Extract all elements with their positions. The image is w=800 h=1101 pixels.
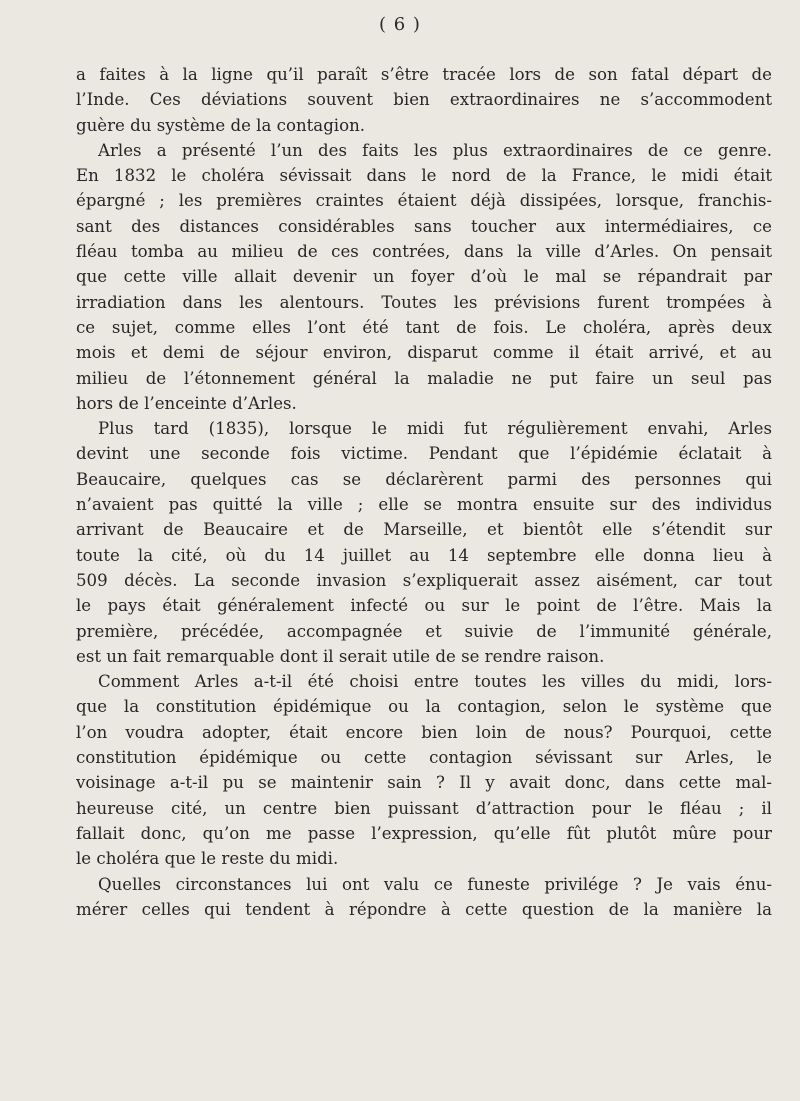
text-line: En 1832 le choléra sévissait dans le nord de la France, le midi était	[76, 166, 772, 186]
text-line: devint une seconde fois victime. Pendant que l’épidémie éclatait à	[76, 444, 772, 464]
text-line: arrivant de Beaucaire et de Marseille, et bientôt elle s’étendit sur	[76, 520, 772, 540]
text-line: sant des distances considérables sans toucher aux intermédiaires, ce	[76, 216, 772, 236]
page-number: ( 6 )	[379, 14, 421, 35]
text-line: Arles a présenté l’un des faits les plus extraordinaires de ce genre.	[98, 140, 772, 160]
text-line: guère du système de la contagion.	[76, 115, 366, 135]
text-line: toute la cité, où du 14 juillet au 14 septembre elle donna lieu à	[76, 545, 772, 565]
text-line: l’Inde. Ces déviations souvent bien extraordinaires ne s’accommodent	[76, 90, 772, 110]
text-line: Comment Arles a-t-il été choisi entre toutes les villes du midi, lors-	[98, 672, 772, 692]
text-line: voisinage a-t-il pu se maintenir sain ? Il y avait donc, dans cette mal-	[76, 773, 772, 793]
text-line: irradiation dans les alentours. Toutes les prévisions furent trompées à	[76, 292, 772, 312]
text-line: n’avaient pas quitté la ville ; elle se montra ensuite sur des individus	[76, 495, 772, 515]
text-line: le pays était généralement infecté ou sur le point de l’être. Mais la	[76, 596, 772, 616]
text-line: heureuse cité, un centre bien puissant d’attraction pour le fléau ; il	[76, 798, 772, 818]
text-line: hors de l’enceinte d’Arles.	[76, 393, 297, 413]
text-line: Beaucaire, quelques cas se déclarèrent parmi des personnes qui	[76, 469, 772, 489]
text-line: que la constitution épidémique ou la contagion, selon le système que	[76, 697, 772, 717]
text-line: fléau tomba au milieu de ces contrées, dans la ville d’Arles. On pensait	[76, 242, 772, 262]
text-line: que cette ville allait devenir un foyer d’où le mal se répandrait par	[76, 267, 772, 287]
text-line: ce sujet, comme elles l’ont été tant de fois. Le choléra, après deux	[76, 317, 772, 337]
text-line: épargné ; les premières craintes étaient déjà dissipées, lorsque, franchis-	[76, 191, 772, 211]
text-line: 509 décès. La seconde invasion s’expliquerait assez aisément, car tout	[76, 570, 772, 590]
text-line: a faites à la ligne qu’il paraît s’être tracée lors de son fatal départ de	[76, 65, 772, 84]
text-line: mérer celles qui tendent à répondre à cette question de la manière la	[76, 899, 772, 919]
text-line: fallait donc, qu’on me passe l’expression, qu’elle fût plutôt mûre pour	[76, 823, 772, 843]
text-line: l’on voudra adopter, était encore bien loin de nous? Pourquoi, cette	[76, 722, 772, 742]
text-line: le choléra que le reste du midi.	[76, 849, 339, 869]
text-line: mois et demi de séjour environ, disparut comme il était arrivé, et au	[76, 343, 772, 363]
text-line: milieu de l’étonnement général la maladie ne put faire un seul pas	[76, 368, 772, 388]
text-line: Quelles circonstances lui ont valu ce funeste privilége ? Je vais énu-	[98, 874, 772, 894]
body-text	[76, 62, 772, 922]
text-line: Plus tard (1835), lorsque le midi fut régulièrement envahi, Arles	[98, 419, 772, 439]
text-line: est un fait remarquable dont il serait utile de se rendre raison.	[76, 646, 605, 666]
text-line: constitution épidémique ou cette contagion sévissant sur Arles, le	[76, 748, 772, 768]
text-line: première, précédée, accompagnée et suivie de l’immunité générale,	[76, 621, 772, 641]
